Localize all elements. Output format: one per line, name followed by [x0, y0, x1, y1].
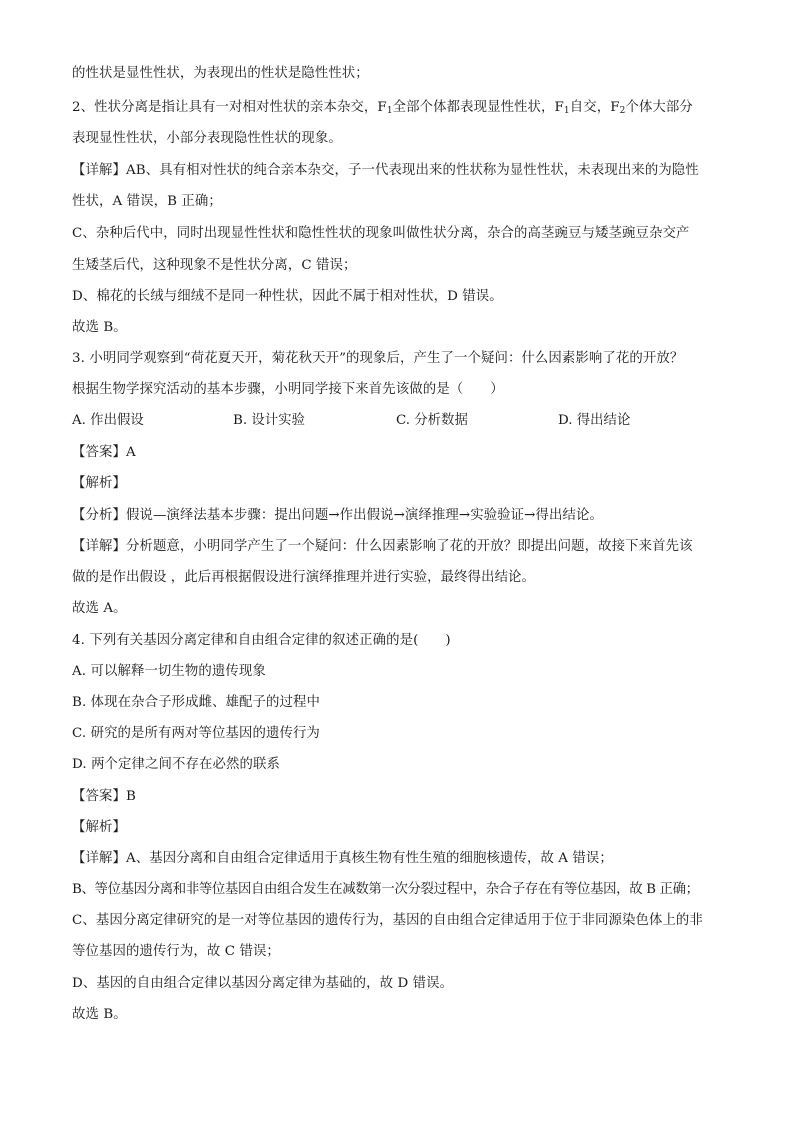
text-line: 生矮茎后代，这种现象不是性状分离，C 错误；: [72, 258, 357, 273]
q3-options: [72, 411, 712, 431]
question-stem: 根据生物学探究活动的基本步骤，小明同学接下来首先该做的是（ ）: [72, 382, 504, 397]
text-line: 【详解】分析题意，小明同学产生了一个疑问：什么因素影响了花的开放？即提出问题，故接下来首先该: [72, 539, 693, 554]
subscript: 2: [619, 106, 626, 116]
text-line: 的性状是显性性状，为表现出的性状是隐性性状；: [72, 66, 369, 81]
text-span: 全部个体都表现显性性状，F: [392, 100, 564, 115]
option-c: C. 研究的是所有两对等位基因的遗传行为: [72, 726, 320, 741]
option-d: D. 得出结论: [558, 413, 631, 428]
option-a: A. 作出假设: [72, 413, 144, 428]
text-line: 【分析】假说—演绎法基本步骤：提出问题→作出假说→演绎推理→实验验证→得出结论。: [72, 508, 603, 523]
text-line: C、杂种后代中，同时出现显性性状和隐性性状的现象叫做性状分离，杂合的高茎豌豆与矮茎豌豆杂交产: [72, 226, 690, 241]
text-span: 个体大部分: [625, 100, 693, 115]
text-line: B、等位基因分离和非等位基因自由组合发生在减数第一次分裂过程中，杂合子存在有等位基因，故 B 正确；: [72, 882, 699, 897]
analysis-label: 【解析】: [72, 476, 126, 491]
text-line: 性状，A 错误，B 正确；: [72, 194, 222, 209]
text-line: D、基因的自由组合定律以基因分离定律为基础的，故 D 错误。: [72, 976, 454, 991]
text-span: 自交，F: [569, 100, 620, 115]
text-line: [72, 98, 693, 118]
question-stem: 3. 小明同学观察到“荷花夏天开，菊花秋天开”的现象后，产生了一个疑问：什么因素影响了花的开放？: [72, 351, 684, 366]
text-line: 做的是作出假设 ，此后再根据假设进行演绎推理并进行实验，最终得出结论。: [72, 570, 536, 585]
text-span: 2、性状分离是指让具有一对相对性状的亲本杂交，F: [72, 100, 387, 115]
answer-label: 【答案】B: [72, 789, 136, 804]
text-line: 故选 B。: [72, 320, 127, 335]
text-line: 【详解】A、基因分离和自由组合定律适用于真核生物有性生殖的细胞核遗传，故 A 错误；: [72, 851, 613, 866]
text-line: 【详解】AB、具有相对性状的纯合亲本杂交，子一代表现出来的性状称为显性性状，未表现出来的为隐性: [72, 163, 699, 178]
subscript: 1: [563, 106, 570, 116]
analysis-label: 【解析】: [72, 820, 126, 835]
text-line: 故选 A。: [72, 601, 127, 616]
text-line: D、棉花的长绒与细绒不是同一种性状，因此不属于相对性状，D 错误。: [72, 289, 503, 304]
option-c: C. 分析数据: [396, 413, 468, 428]
text-line: 故选 B。: [72, 1007, 127, 1022]
question-stem: 4. 下列有关基因分离定律和自由组合定律的叙述正确的是( ): [72, 633, 451, 648]
option-d: D. 两个定律之间不存在必然的联系: [72, 757, 280, 772]
option-b: B. 设计实验: [233, 413, 305, 428]
text-line: 表现显性性状，小部分表现隐性性状的现象。: [72, 131, 342, 146]
option-b: B. 体现在杂合子形成雌、雄配子的过程中: [72, 695, 320, 710]
answer-label: 【答案】A: [72, 445, 136, 460]
option-a: A. 可以解释一切生物的遗传现象: [72, 664, 266, 679]
text-line: C、基因分离定律研究的是一对等位基因的遗传行为，基因的自由组合定律适用于位于非同源染色体上的非: [72, 913, 703, 928]
subscript: 1: [386, 106, 393, 116]
text-line: 等位基因的遗传行为，故 C 错误；: [72, 944, 280, 959]
